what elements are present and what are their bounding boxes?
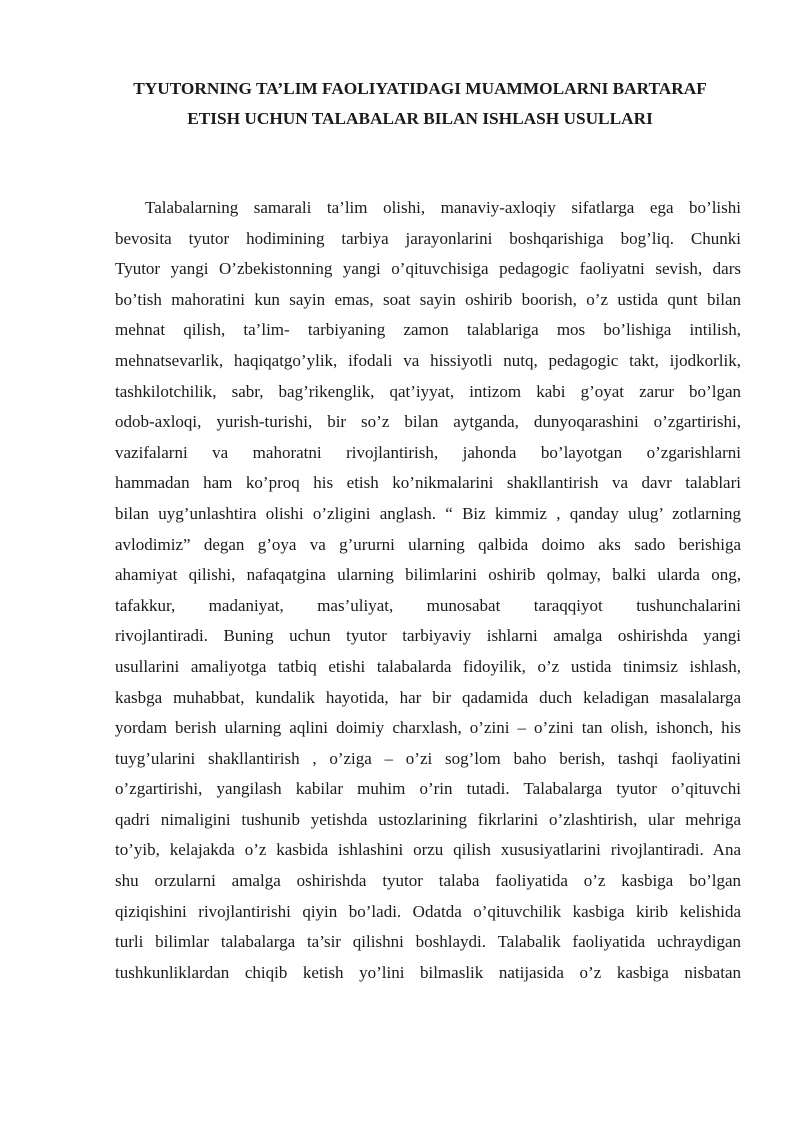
title-line: ETISH UCHUN TALABALAR BILAN ISHLASH USULLARI [187, 109, 653, 128]
paragraph-line: qadri nimaligini tushunib yetishda ustozlarining fikrlarini o’zlashtirish, ular mehriga [115, 809, 741, 829]
paragraph-line: tushkunliklardan chiqib ketish yo’lini bilmaslik natijasida o’z kasbiga nisbatan [115, 962, 741, 982]
paragraph-line: Tyutor yangi O’zbekistonning yangi o’qituvchisiga pedagogic faoliyatni sevish, dars [115, 259, 741, 279]
paragraph-line: bilan uyg’unlashtira olishi o’zligini anglash. “ Biz kimmiz , qanday ulug’ zotlarning [115, 503, 741, 523]
paragraph-line: mehnatsevarlik, haqiqatgo’ylik, ifodali va hissiyotli nutq, pedagogic takt, ijodkorlik, [115, 350, 741, 370]
paragraph-line: tuyg’ularini shakllantirish , o’ziga – o’zi sog’lom baho berish, tashqi faoliyatini [115, 748, 741, 768]
paragraph-line: bo’tish mahoratini kun sayin emas, soat sayin oshirib boorish, o’z ustida qunt bilan [115, 289, 741, 309]
paragraph-line: hammadan ham ko’proq his etish ko’nikmalarini shakllantirish va davr talablari [115, 473, 741, 493]
paragraph-line: usullarini amaliyotga tatbiq etishi talabalarda fidoyilik, o’z ustida tinimsiz ishlash, [115, 656, 741, 676]
paragraph-line: shu orzularni amalga oshirishda tyutor talaba faoliyatida o’z kasbiga bo’lgan [115, 871, 741, 891]
paragraph-line: tafakkur, madaniyat, mas’uliyat, munosabat taraqqiyot tushunchalarini [115, 595, 741, 615]
paragraph-line: rivojlantiradi. Buning uchun tyutor tarbiyaviy ishlarni amalga oshirishda yangi [115, 626, 741, 646]
paragraph-line: ahamiyat qilishi, nafaqatgina ularning bilimlarini oshirib qolmay, balki ularda ong, [115, 565, 741, 585]
paragraph-line: kasbga muhabbat, kundalik hayotida, har bir qadamida duch keladigan masalalarga [115, 687, 741, 707]
paragraph-line: bevosita tyutor hodimining tarbiya jarayonlarini boshqarishiga bog’liq. Chunki [115, 228, 741, 248]
paragraph-line: odob-axloqi, yurish-turishi, bir so’z bilan aytganda, dunyoqarashini o’zgartirishi, [115, 412, 741, 432]
paragraph-line: tashkilotchilik, sabr, bag’rikenglik, qat’iyyat, intizom kabi g’oyat zarur bo’lgan [115, 381, 741, 401]
paragraph-line: to’yib, kelajakda o’z kasbida ishlashini orzu qilish xususiyatlarini rivojlantiradi. Ana [115, 840, 741, 860]
paragraph-line: mehnat qilish, ta’lim- tarbiyaning zamon talablariga mos bo’lishiga intilish, [115, 320, 741, 340]
paragraph-line: vazifalarni va mahoratni rivojlantirish, jahonda bo’layotgan o’zgarishlarni [115, 442, 741, 462]
body-paragraph [115, 193, 741, 988]
paragraph-line: turli bilimlar talabalarga ta’sir qilishni boshlaydi. Talabalik faoliyatida uchraydigan [115, 932, 741, 952]
title-line: TYUTORNING TA’LIM FAOLIYATIDAGI MUAMMOLARNI BARTARAF [133, 79, 707, 98]
paragraph-line: Talabalarning samarali ta’lim olishi, manaviy-axloqiy sifatlarga ega bo’lishi [145, 198, 741, 217]
paragraph-line: yordam berish ularning aqlini doimiy charxlash, o’zini – o’zini tan olish, ishonch, his [115, 718, 741, 738]
paragraph-line: o’zgartirishi, yangilash kabilar muhim o’rin tutadi. Talabalarga tyutor o’qituvchi [115, 779, 741, 799]
paragraph-line: qiziqishini rivojlantirishi qiyin bo’ladi. Odatda o’qituvchilik kasbiga kirib kelishida [115, 901, 741, 921]
paragraph-line: avlodimiz” degan g’oya va g’ururni ularning qalbida doimo aks sado berishiga [115, 534, 741, 554]
document-title [100, 74, 740, 134]
